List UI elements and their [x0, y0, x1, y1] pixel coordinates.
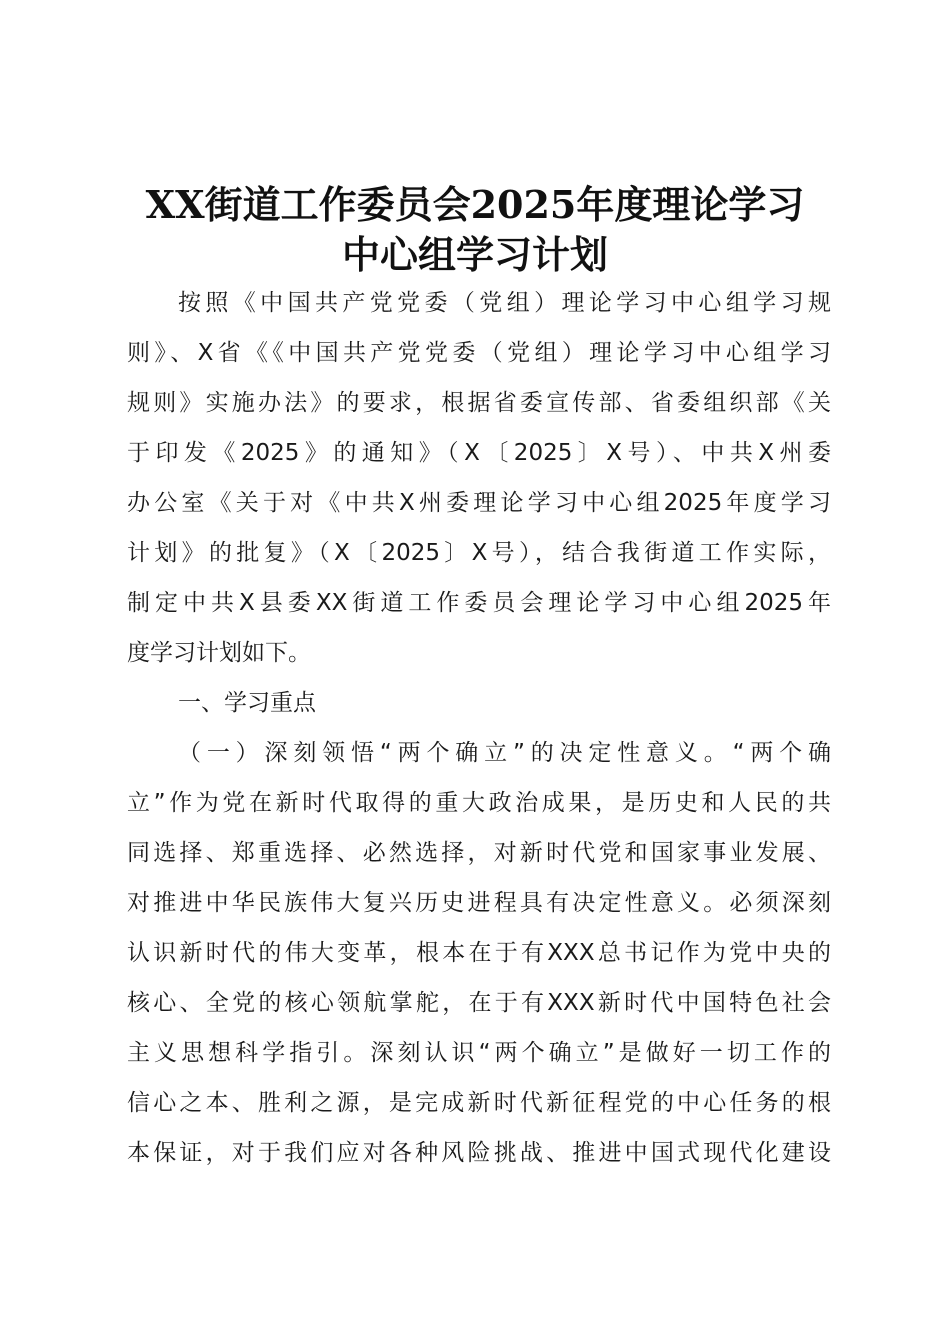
intro-line: 度学习计划如下。	[127, 640, 311, 666]
intro-line: 办公室《关于对《中共X州委理论学习中心组2025年度学习	[127, 490, 831, 516]
item-line: 信心之本、胜利之源，是完成新时代新征程党的中心任务的根	[127, 1090, 831, 1116]
intro-line: 按照《中国共产党党委（党组）理论学习中心组学习规	[178, 290, 831, 316]
item-line: （一）深刻领悟“两个确立”的决定性意义。“两个确	[178, 740, 831, 766]
item-line: 主义思想科学指引。深刻认识“两个确立”是做好一切工作的	[127, 1040, 831, 1066]
intro-line: 计划》的批复》（X〔2025〕X号），结合我街道工作实际，	[127, 540, 831, 566]
section-heading: 一、学习重点	[178, 690, 316, 716]
document-title-line-2: 中心组学习计划	[341, 232, 608, 277]
item-line: 对推进中华民族伟大复兴历史进程具有决定性意义。必须深刻	[127, 890, 831, 916]
item-line: 同选择、郑重选择、必然选择，对新时代党和国家事业发展、	[127, 840, 831, 866]
intro-line: 规则》实施办法》的要求，根据省委宣传部、省委组织部《关	[127, 390, 831, 416]
intro-line: 于印发《2025》的通知》（X〔2025〕X号）、中共X州委	[127, 440, 831, 466]
intro-line: 则》、X省《《中国共产党党委（党组）理论学习中心组学习	[127, 340, 831, 366]
intro-line: 制定中共X县委XX街道工作委员会理论学习中心组2025年	[127, 590, 831, 616]
item-line: 认识新时代的伟大变革，根本在于有XXX总书记作为党中央的	[127, 940, 831, 966]
item-line: 立”作为党在新时代取得的重大政治成果，是历史和人民的共	[127, 790, 831, 816]
item-line: 本保证，对于我们应对各种风险挑战、推进中国式现代化建设	[127, 1140, 831, 1166]
item-line: 核心、全党的核心领航掌舵，在于有XXX新时代中国特色社会	[127, 990, 831, 1016]
document-title-line-1: XX街道工作委员会2025年度理论学习	[145, 182, 805, 227]
